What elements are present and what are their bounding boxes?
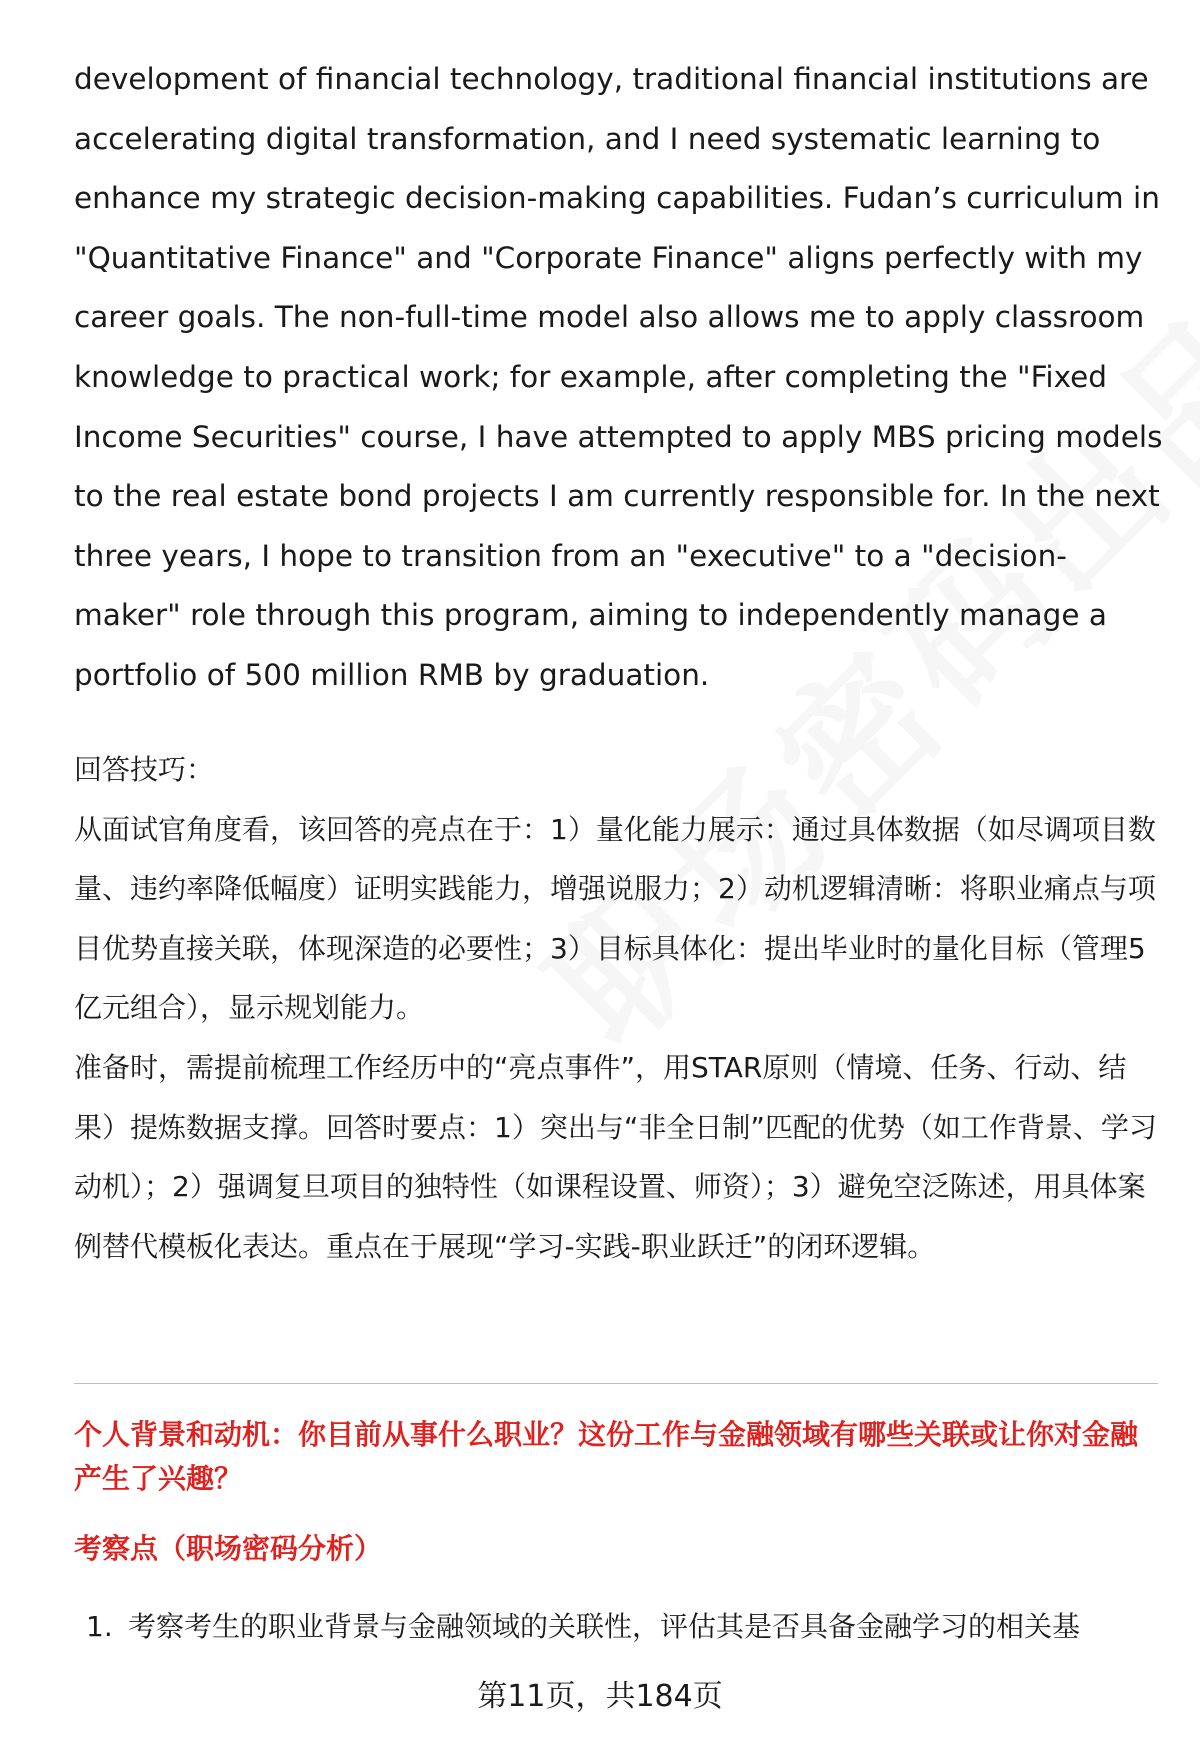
assessment-points-heading: 考察点（职场密码分析） xyxy=(74,1532,383,1565)
list-item-number: 1. xyxy=(86,1610,113,1643)
tips-label: 回答技巧： xyxy=(74,753,215,786)
tips-paragraph-1: 从面试官角度看，该回答的亮点在于：1）量化能力展示：通过具体数据（如尽调项目数量、违约率降低幅度）证明实践能力，增强说服力；2）动机逻辑清晰：将职业痛点与项目优势直接关联，体现深造的必要性；3）目标具体化：提出毕业时的量化目标（管理5亿元组合），显示规划能力。 xyxy=(74,812,1156,1025)
list-item-text: 考察考生的职业背景与金融领域的关联性，评估其是否具备金融学习的相关基 xyxy=(128,1610,1081,1643)
page-number-footer: 第11页，共184页 xyxy=(477,1679,723,1714)
tips-paragraph-2: 准备时，需提前梳理工作经历中的“亮点事件”，用STAR原则（情境、任务、行动、结果）提炼数据支撑。回答时要点：1）突出与“非全日制”匹配的优势（如工作背景、学习动机）；2）强调复旦项目的独特性（如课程设置、师资）；3）避免空泛陈述，用具体案例替代模板化表达。重点在于展现“学习-实践-职业跃迁”的闭环逻辑。 xyxy=(74,1050,1157,1263)
section-divider xyxy=(74,1383,1158,1384)
list-item xyxy=(86,1605,1161,1649)
question-heading: 个人背景和动机：你目前从事什么职业？这份工作与金融领域有哪些关联或让你对金融产生了兴趣？ xyxy=(74,1418,1139,1495)
answer-tips-section xyxy=(74,740,1159,1276)
answer-english-paragraph: development of financial technology, traditional financial institutions are accelerating digital transformation, and I need systematic learning to enhance my strategic decision-making capabilities. Fudan’s curriculum in "Quantitative Finance" and "Corporate Finance" aligns perfectly with my career goals. The non-full-time model also allows me to apply classroom knowledge to practical work; for example, after completing the "Fixed Income Securities" course, I have attempted to apply MBS pricing models to the real estate bond projects I am currently responsible for. In the next three years, I hope to transition from an "executive" to a "decision-maker" role through this program, aiming to independently manage a portfolio of 500 million RMB by graduation. xyxy=(74,62,1163,692)
